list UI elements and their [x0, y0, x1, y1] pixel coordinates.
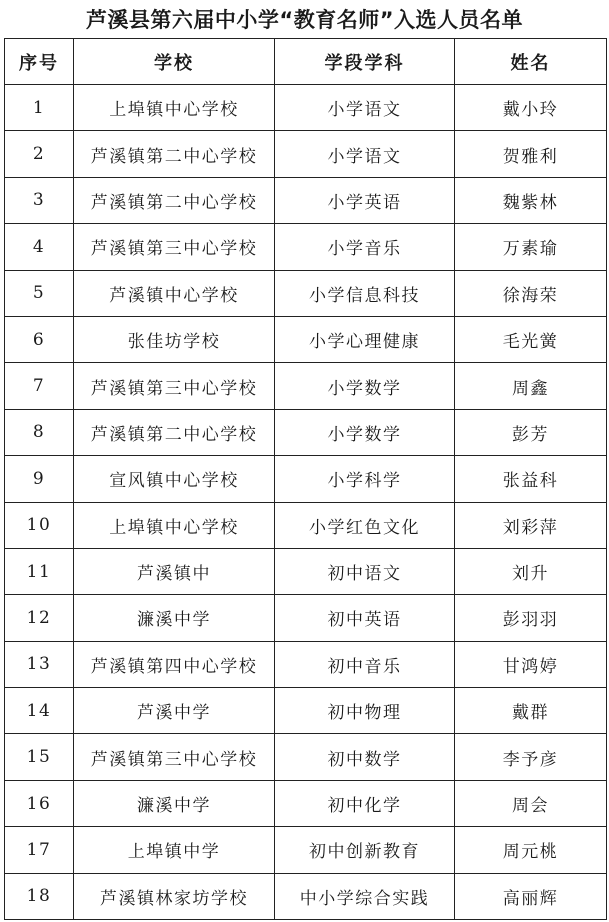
cell-name: 万素瑜 — [455, 224, 607, 270]
cell-no: 16 — [5, 780, 74, 826]
cell-name: 周元桃 — [455, 827, 607, 873]
table-row — [5, 363, 607, 409]
cell-subject: 初中化学 — [275, 780, 455, 826]
cell-school: 芦溪镇第二中心学校 — [74, 409, 275, 455]
table-row — [5, 131, 607, 177]
cell-school: 芦溪镇第四中心学校 — [74, 641, 275, 687]
table-row — [5, 827, 607, 873]
cell-subject: 小学科学 — [275, 456, 455, 502]
cell-name: 戴群 — [455, 688, 607, 734]
table-row — [5, 734, 607, 780]
cell-no: 13 — [5, 641, 74, 687]
cell-no: 6 — [5, 316, 74, 362]
header-school: 学校 — [74, 39, 275, 85]
cell-name: 毛光黉 — [455, 316, 607, 362]
cell-no: 14 — [5, 688, 74, 734]
cell-subject: 小学信息科技 — [275, 270, 455, 316]
cell-subject: 小学心理健康 — [275, 316, 455, 362]
table-row — [5, 595, 607, 641]
table-row — [5, 409, 607, 455]
cell-subject: 初中英语 — [275, 595, 455, 641]
cell-subject: 中小学综合实践 — [275, 873, 455, 919]
roster-table — [4, 38, 607, 920]
cell-subject: 初中数学 — [275, 734, 455, 780]
cell-school: 上埠镇中学 — [74, 827, 275, 873]
cell-subject: 初中语文 — [275, 548, 455, 594]
cell-school: 芦溪镇第三中心学校 — [74, 734, 275, 780]
cell-name: 李予彦 — [455, 734, 607, 780]
cell-name: 高丽辉 — [455, 873, 607, 919]
cell-school: 濂溪中学 — [74, 595, 275, 641]
cell-name: 徐海荣 — [455, 270, 607, 316]
cell-school: 芦溪中学 — [74, 688, 275, 734]
cell-no: 17 — [5, 827, 74, 873]
cell-no: 8 — [5, 409, 74, 455]
cell-name: 彭羽羽 — [455, 595, 607, 641]
cell-name: 甘鸿婷 — [455, 641, 607, 687]
table-row — [5, 548, 607, 594]
table-row — [5, 270, 607, 316]
cell-no: 4 — [5, 224, 74, 270]
cell-no: 3 — [5, 177, 74, 223]
cell-school: 濂溪中学 — [74, 780, 275, 826]
cell-no: 7 — [5, 363, 74, 409]
cell-no: 18 — [5, 873, 74, 919]
cell-subject: 小学音乐 — [275, 224, 455, 270]
cell-subject: 小学语文 — [275, 85, 455, 131]
cell-school: 芦溪镇中心学校 — [74, 270, 275, 316]
cell-name: 贺雅利 — [455, 131, 607, 177]
cell-subject: 初中音乐 — [275, 641, 455, 687]
document-title: 芦溪县第六届中小学“教育名师”入选人员名单 — [85, 8, 524, 32]
table-row — [5, 641, 607, 687]
table-header-row — [5, 39, 607, 85]
cell-name: 周鑫 — [455, 363, 607, 409]
cell-school: 芦溪镇第三中心学校 — [74, 224, 275, 270]
cell-subject: 小学英语 — [275, 177, 455, 223]
cell-name: 刘升 — [455, 548, 607, 594]
cell-no: 1 — [5, 85, 74, 131]
cell-name: 魏紫林 — [455, 177, 607, 223]
cell-school: 芦溪镇第二中心学校 — [74, 177, 275, 223]
table-row — [5, 873, 607, 919]
cell-no: 10 — [5, 502, 74, 548]
cell-no: 5 — [5, 270, 74, 316]
cell-subject: 小学数学 — [275, 363, 455, 409]
cell-name: 彭芳 — [455, 409, 607, 455]
cell-no: 12 — [5, 595, 74, 641]
table-row — [5, 316, 607, 362]
cell-name: 刘彩萍 — [455, 502, 607, 548]
header-subject: 学段学科 — [275, 39, 455, 85]
cell-school: 张佳坊学校 — [74, 316, 275, 362]
cell-name: 张益科 — [455, 456, 607, 502]
cell-school: 宣风镇中心学校 — [74, 456, 275, 502]
cell-school: 芦溪镇中 — [74, 548, 275, 594]
cell-school: 芦溪镇林家坊学校 — [74, 873, 275, 919]
cell-school: 上埠镇中心学校 — [74, 502, 275, 548]
cell-no: 9 — [5, 456, 74, 502]
cell-subject: 初中创新教育 — [275, 827, 455, 873]
cell-no: 2 — [5, 131, 74, 177]
table-row — [5, 85, 607, 131]
table-body — [5, 85, 607, 920]
table-row — [5, 456, 607, 502]
header-name: 姓名 — [455, 39, 607, 85]
table-row — [5, 688, 607, 734]
table-row — [5, 177, 607, 223]
cell-name: 戴小玲 — [455, 85, 607, 131]
cell-no: 11 — [5, 548, 74, 594]
cell-subject: 小学数学 — [275, 409, 455, 455]
table-row — [5, 780, 607, 826]
table-row — [5, 502, 607, 548]
cell-subject: 初中物理 — [275, 688, 455, 734]
cell-school: 上埠镇中心学校 — [74, 85, 275, 131]
cell-subject: 小学红色文化 — [275, 502, 455, 548]
header-no: 序号 — [5, 39, 74, 85]
cell-no: 15 — [5, 734, 74, 780]
cell-school: 芦溪镇第二中心学校 — [74, 131, 275, 177]
cell-school: 芦溪镇第三中心学校 — [74, 363, 275, 409]
cell-name: 周会 — [455, 780, 607, 826]
table-row — [5, 224, 607, 270]
cell-subject: 小学语文 — [275, 131, 455, 177]
